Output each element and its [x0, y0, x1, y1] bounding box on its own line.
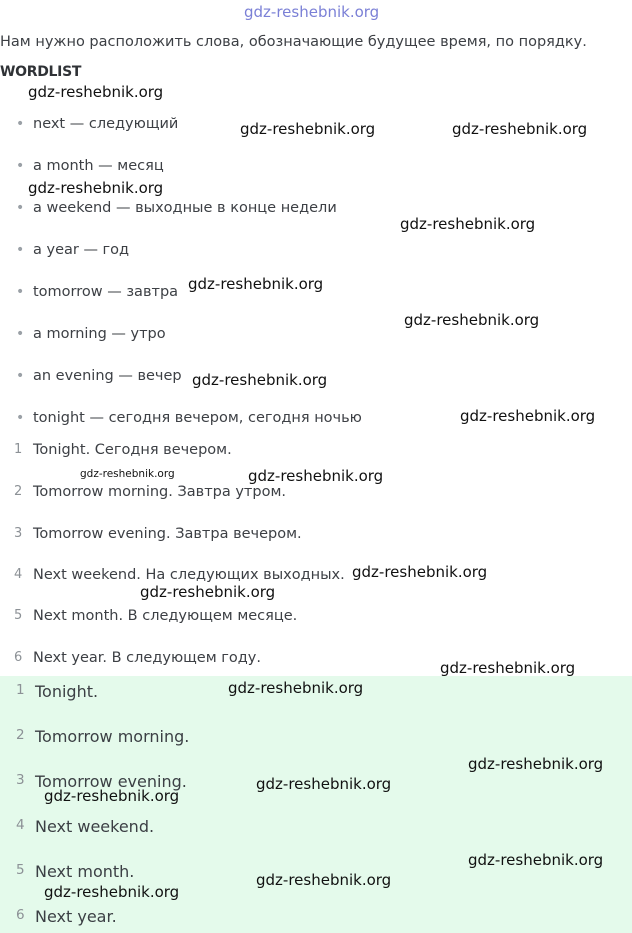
- site-logo[interactable]: gdz-reshebnik.org: [244, 3, 380, 21]
- watermark: gdz-reshebnik.org: [44, 883, 180, 901]
- watermark: gdz-reshebnik.org: [240, 120, 376, 138]
- watermark: gdz-reshebnik.org: [256, 775, 392, 793]
- bullet-icon: •: [16, 158, 25, 174]
- watermark: gdz-reshebnik.org: [192, 371, 328, 389]
- watermark: gdz-reshebnik.org: [228, 679, 364, 697]
- watermark: gdz-reshebnik.org: [440, 659, 576, 677]
- watermark: gdz-reshebnik.org: [468, 755, 604, 773]
- bullet-icon: •: [16, 242, 25, 258]
- watermark: gdz-reshebnik.org: [256, 871, 392, 889]
- watermark: gdz-reshebnik.org: [352, 563, 488, 581]
- bullet-icon: •: [16, 200, 25, 216]
- watermark: gdz-reshebnik.org: [80, 468, 175, 480]
- watermark: gdz-reshebnik.org: [140, 583, 276, 601]
- watermark: gdz-reshebnik.org: [28, 83, 164, 101]
- bullet-icon: •: [16, 368, 25, 384]
- watermark: gdz-reshebnik.org: [400, 215, 536, 233]
- watermark: gdz-reshebnik.org: [44, 787, 180, 805]
- bullet-icon: •: [16, 284, 25, 300]
- watermark: gdz-reshebnik.org: [188, 275, 324, 293]
- intro-text: Нам нужно расположить слова, обозначающие будущее время, по порядку.: [0, 34, 587, 50]
- bullet-icon: •: [16, 410, 25, 426]
- watermark: gdz-reshebnik.org: [452, 120, 588, 138]
- watermark: gdz-reshebnik.org: [468, 851, 604, 869]
- watermark: gdz-reshebnik.org: [28, 179, 164, 197]
- watermark: gdz-reshebnik.org: [248, 467, 384, 485]
- watermark: gdz-reshebnik.org: [460, 407, 596, 425]
- watermark: gdz-reshebnik.org: [404, 311, 540, 329]
- wordlist-heading: WORDLIST: [0, 64, 82, 80]
- bullet-icon: •: [16, 326, 25, 342]
- bullet-icon: •: [16, 116, 25, 132]
